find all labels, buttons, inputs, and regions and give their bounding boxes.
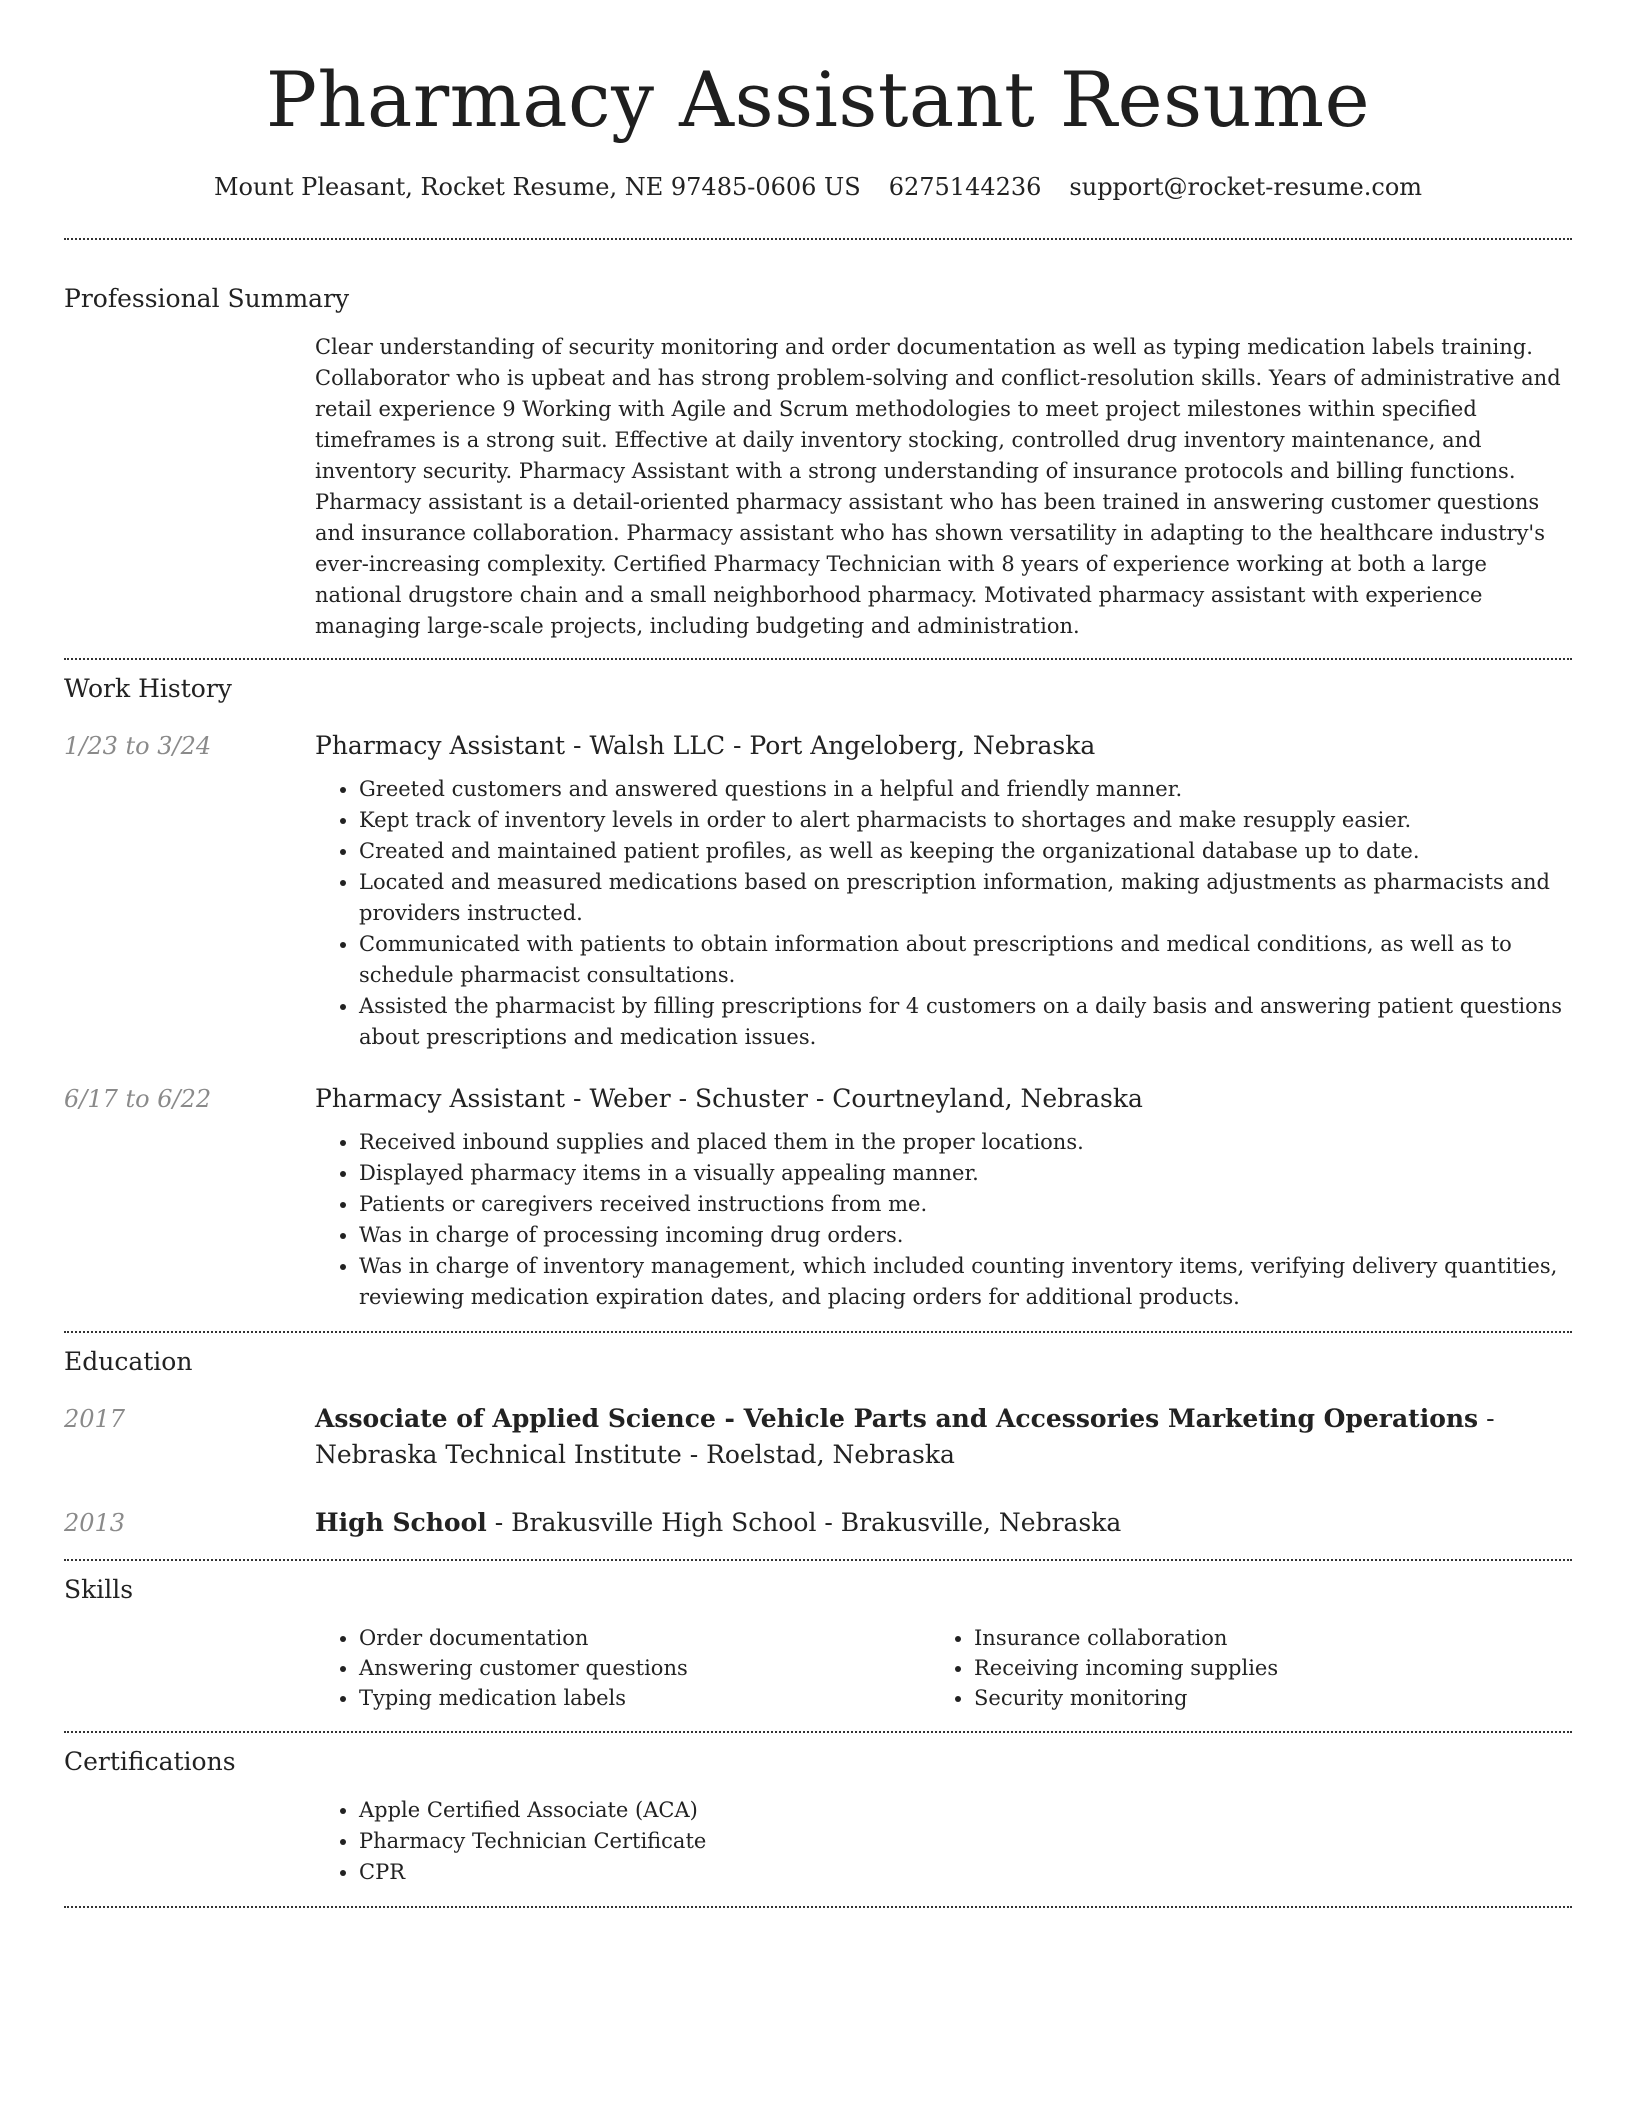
divider <box>64 238 1572 240</box>
skills-grid <box>315 1623 1572 1713</box>
contact-email: support@rocket-resume.com <box>1069 173 1423 201</box>
list-item: • Displayed pharmacy items in a visually appealing manner. <box>359 1158 1572 1189</box>
certifications-list <box>315 1795 1572 1888</box>
list-item: • Greeted customers and answered questions in a helpful and friendly manner. <box>359 774 1572 805</box>
education-heading: Education <box>64 1347 193 1376</box>
job-bullets <box>315 774 1572 1053</box>
certifications-list-wrap <box>315 1795 1572 1888</box>
job-entry <box>64 1081 1572 1313</box>
list-item: • Kept track of inventory levels in order to alert pharmacists to shortages and make resupply easier. <box>359 805 1572 836</box>
list-item: • Apple Certified Associate (ACA) <box>359 1795 1572 1826</box>
list-item: • Created and maintained patient profiles, as well as keeping the organizational database up to date. <box>359 836 1572 867</box>
page-title: Pharmacy Assistant Resume <box>265 55 1371 144</box>
resume-page <box>64 0 1572 1908</box>
contact-address: Mount Pleasant, Rocket Resume, NE 97485-0606 US <box>213 173 861 201</box>
certifications-section <box>64 1745 1572 1888</box>
list-item: • Communicated with patients to obtain information about prescriptions and medical conditions, as well as to schedule pharmacist consultations. <box>359 929 1572 991</box>
job-details <box>315 728 1572 1053</box>
list-item: • Was in charge of inventory management, which included counting inventory items, verifying delivery quantities, reviewing medication expiration dates, and placing orders for additional products. <box>359 1251 1572 1313</box>
education-details <box>315 1401 1572 1473</box>
list-item: • Patients or caregivers received instructions from me. <box>359 1189 1572 1220</box>
education-section <box>64 1345 1572 1541</box>
education-year: 2017 <box>64 1405 126 1433</box>
list-item: • CPR <box>359 1857 1572 1888</box>
education-school: - Brakusville High School - Brakusville, Nebraska <box>486 1508 1122 1537</box>
list-item: • Received inbound supplies and placed them in the proper locations. <box>359 1127 1572 1158</box>
education-degree: Associate of Applied Science - Vehicle Parts and Accessories Marketing Operations <box>315 1404 1479 1433</box>
summary-text: Clear understanding of security monitoring and order documentation as well as typing medication labels training. Collaborator who is upbeat and has strong problem-solving and conflict-resolution skills. Years of administrative and retail experience 9 Working with Agile and Scrum methodologies to meet project milestones within specified timeframes is a strong suit. Effective at daily inventory stocking, controlled drug inventory maintenance, and inventory security. Pharmacy Assistant with a strong understanding of insurance protocols and billing functions. Pharmacy assistant is a detail-oriented pharmacy assistant who has been trained in answering customer questions and insurance collaboration. Pharmacy assistant who has shown versatility in adapting to the healthcare industry's ever-increasing complexity. Certified Pharmacy Technician with 8 years of experience working at both a large national drugstore chain and a small neighborhood pharmacy. Motivated pharmacy assistant with experience managing large-scale projects, including budgeting and administration. <box>315 335 1561 638</box>
certifications-heading: Certifications <box>64 1747 236 1776</box>
summary-section <box>64 282 1572 642</box>
job-details <box>315 1081 1572 1313</box>
list-item: • Security monitoring <box>974 1683 1545 1713</box>
divider <box>64 1731 1572 1733</box>
divider <box>64 1331 1572 1333</box>
job-entry <box>64 728 1572 1053</box>
summary-heading: Professional Summary <box>64 284 350 313</box>
skills-heading: Skills <box>64 1575 134 1604</box>
list-item: • Typing medication labels <box>359 1683 930 1713</box>
job-dates: 1/23 to 3/24 <box>64 732 212 760</box>
job-title: Pharmacy Assistant - Walsh LLC - Port Angeloberg, Nebraska <box>315 731 1096 760</box>
list-item: • Order documentation <box>359 1623 930 1653</box>
skills-column-right <box>930 1623 1545 1713</box>
list-item: • Insurance collaboration <box>974 1623 1545 1653</box>
contact-line <box>64 170 1572 204</box>
divider <box>64 658 1572 660</box>
list-item: • Was in charge of processing incoming drug orders. <box>359 1220 1572 1251</box>
education-year: 2013 <box>64 1509 126 1537</box>
contact-phone: 6275144236 <box>888 173 1042 201</box>
list-item: • Located and measured medications based on prescription information, making adjustments as pharmacists and providers instructed. <box>359 867 1572 929</box>
divider <box>64 1906 1572 1908</box>
work-history-section <box>64 672 1572 1313</box>
list-item: • Assisted the pharmacist by filling prescriptions for 4 customers on a daily basis and answering patient questions about prescriptions and medication issues. <box>359 991 1572 1053</box>
list-item: • Receiving incoming supplies <box>974 1653 1545 1683</box>
education-entry <box>64 1401 1572 1473</box>
skills-section <box>64 1573 1572 1713</box>
education-degree: High School <box>315 1508 487 1537</box>
job-title: Pharmacy Assistant - Weber - Schuster - Courtneyland, Nebraska <box>315 1084 1143 1113</box>
work-history-heading: Work History <box>64 674 232 703</box>
education-school: - Nebraska Technical Institute - Roelstad, Nebraska <box>315 1404 1495 1469</box>
education-entry <box>64 1505 1572 1541</box>
job-dates: 6/17 to 6/22 <box>64 1085 212 1113</box>
list-item: • Pharmacy Technician Certificate <box>359 1826 1572 1857</box>
list-item: • Answering customer questions <box>359 1653 930 1683</box>
skills-column-left <box>315 1623 930 1713</box>
job-bullets <box>315 1127 1572 1313</box>
education-details <box>315 1505 1572 1541</box>
divider <box>64 1559 1572 1561</box>
